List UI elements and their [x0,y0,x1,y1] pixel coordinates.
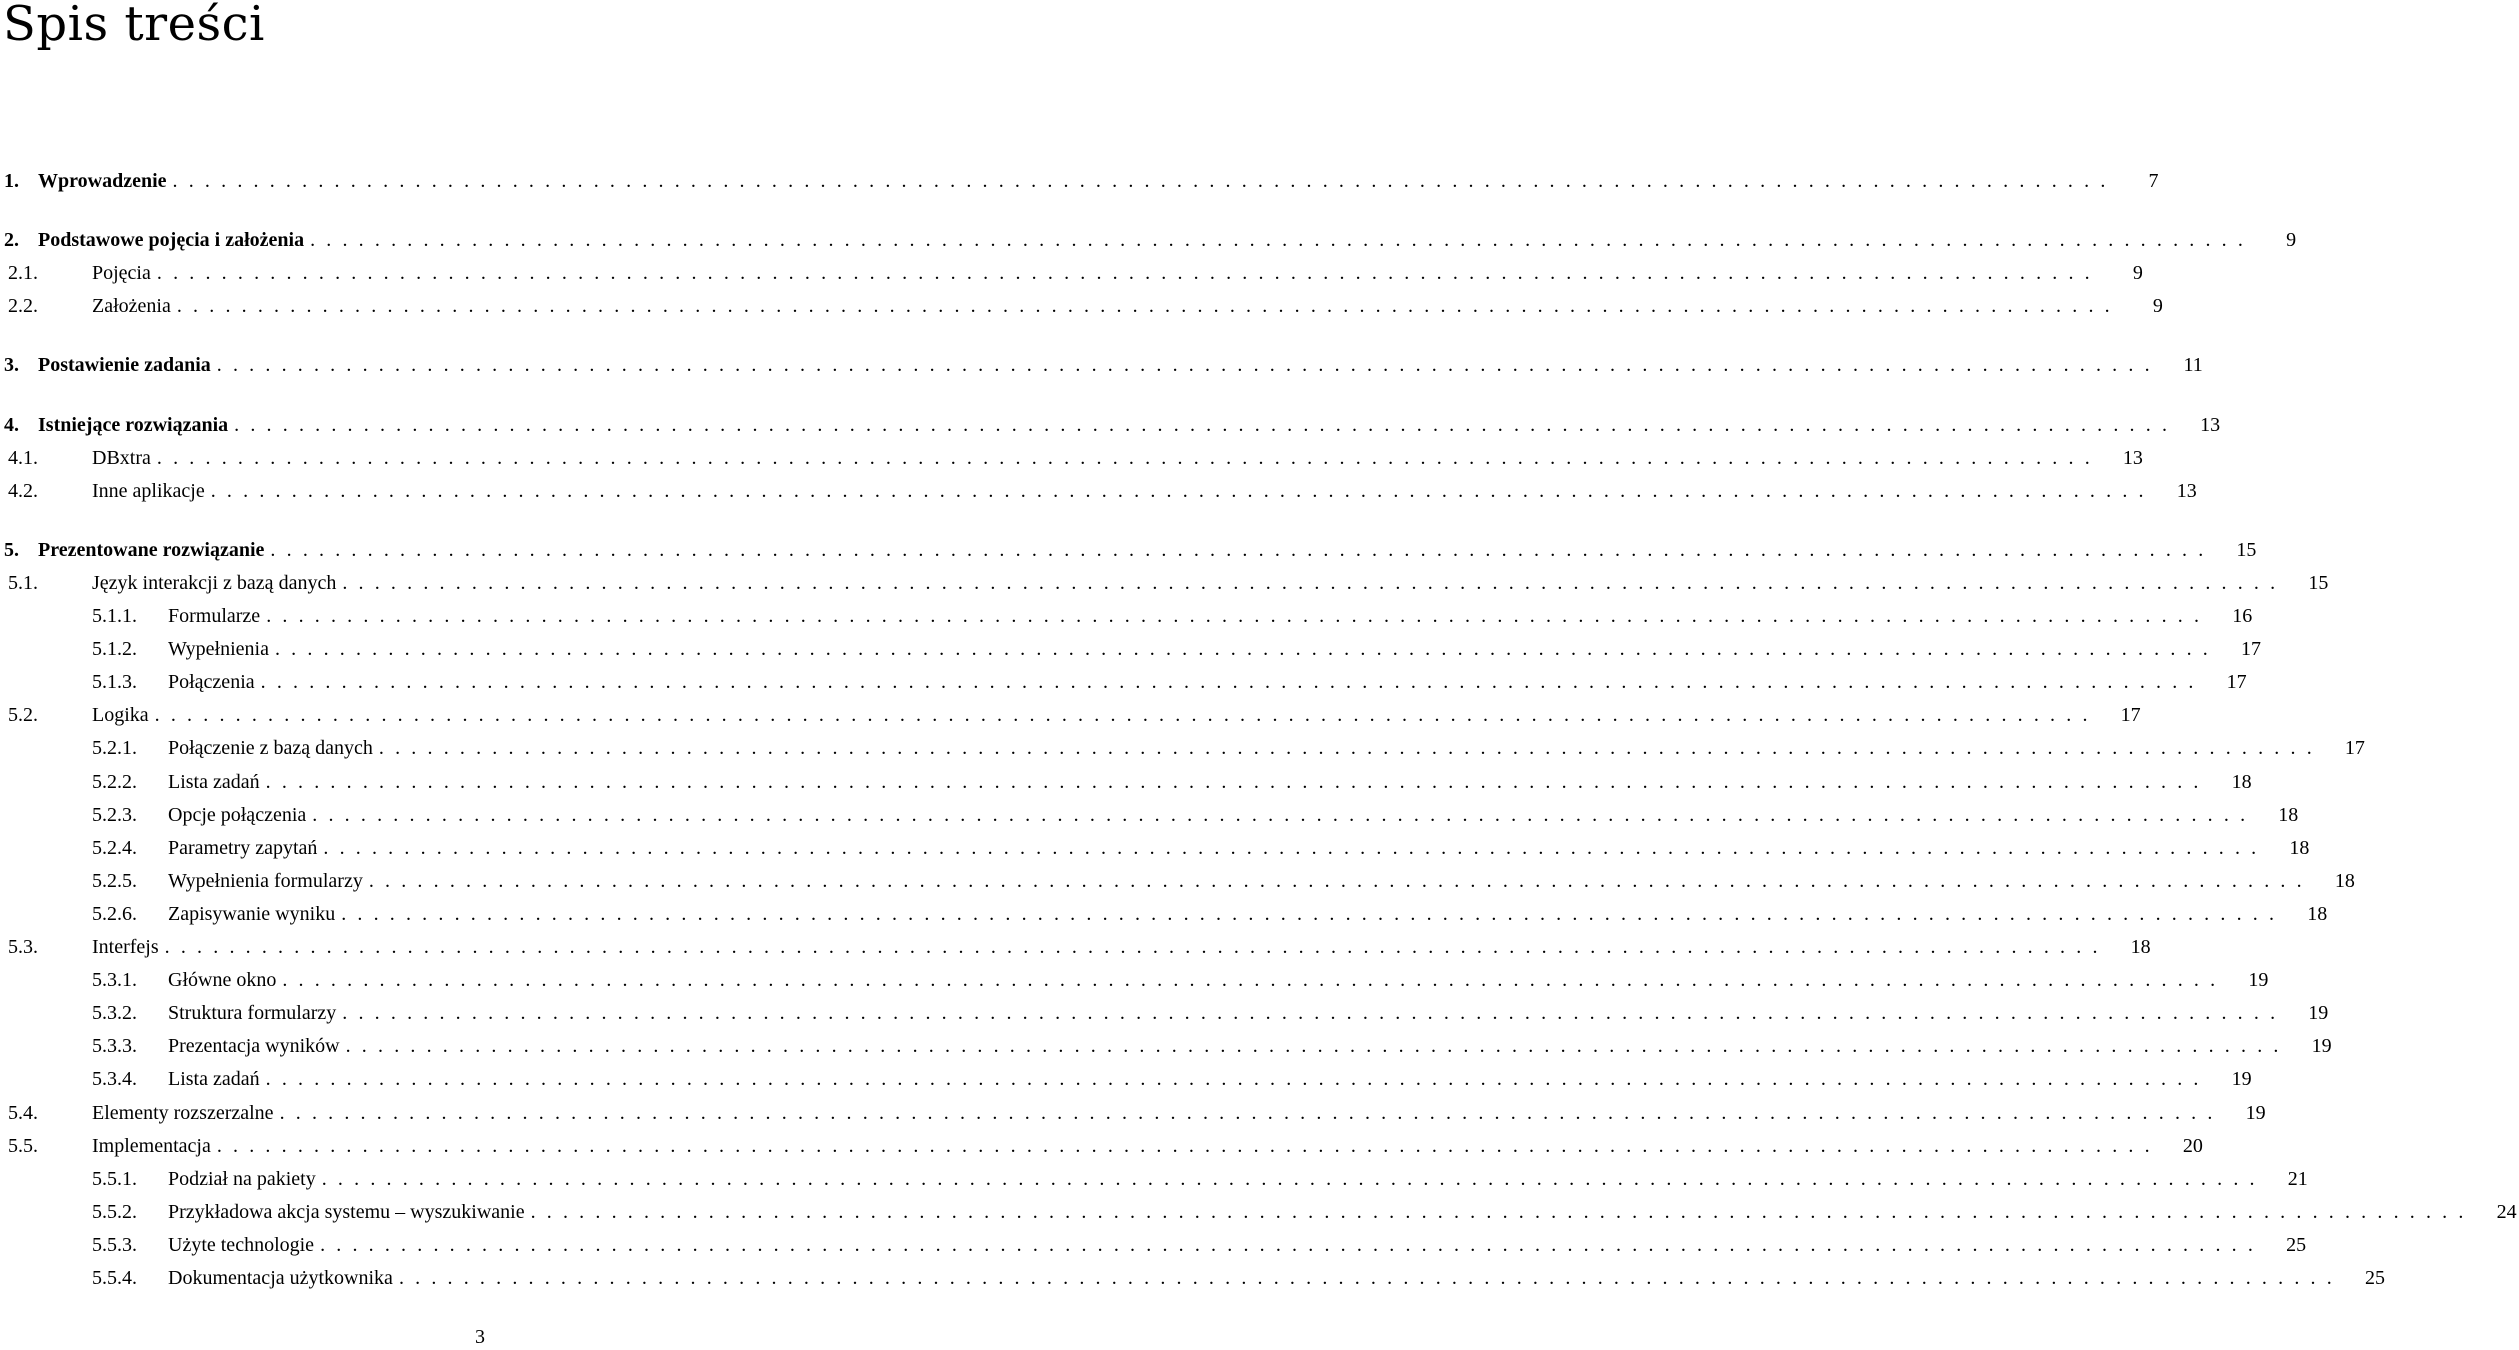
toc-leader-dots: ........................................................................................................................ [323,837,2268,859]
toc-entry-number: 5.5.3. [92,1234,137,1256]
toc-entry-label: Dokumentacja użytkownika [168,1267,393,1289]
toc-entry-number: 5.5.1. [92,1168,137,1190]
toc-entry-label: Użyte technologie [168,1234,315,1256]
toc-entry-page: 17 [2226,671,2247,693]
toc-leader-dots: ........................................................................................................................ [321,1168,2266,1190]
toc-entry-number: 5.1.2. [92,638,137,660]
toc-entry[interactable] [0,1161,2308,1191]
toc-leader-dots: ........................................................................................................................ [342,1002,2287,1024]
toc-entry-number: 5.2.4. [92,837,137,859]
toc-entry-page: 16 [2232,605,2253,627]
toc-entry-number: 5.1.3. [92,671,137,693]
toc-entry[interactable] [0,929,2151,959]
toc-entry-label: DBxtra [92,447,151,469]
toc-entry-label: Prezentacja wyników [168,1035,340,1057]
toc-entry-page: 18 [2334,870,2355,892]
toc-leader-dots: ........................................................................................................................ [345,1035,2290,1057]
toc-entry-label: Prezentowane rozwiązanie [38,539,265,561]
toc-leader-dots: ........................................................................................................................ [342,572,2287,594]
toc-leader-dots: ........................................................................................................................ [341,903,2286,925]
toc-entry-page: 19 [2308,1002,2329,1024]
toc-entry-label: Połączenia [168,671,255,693]
toc-entry[interactable] [0,730,2365,760]
toc-leader-dots: ........................................................................................................................ [378,737,2323,759]
toc-entry-number: 5.3.3. [92,1035,137,1057]
toc-entry-number: 5.5.4. [92,1267,137,1289]
toc-entry[interactable] [0,1095,2266,1125]
toc-leader-dots: ........................................................................................................................ [172,170,2117,192]
toc-entry-number: 5.3.2. [92,1002,137,1024]
toc-entry-number: 5.2.2. [92,771,137,793]
toc-entry-number: 5. [4,539,19,561]
toc-entry-label: Postawienie zadania [38,354,211,376]
toc-entry-label: Lista zadań [168,1068,260,1090]
toc-entry-label: Wypełnienia [168,638,269,660]
toc-entry-page: 17 [2344,737,2365,759]
toc-entry-page: 17 [2240,638,2261,660]
toc-leader-dots: ........................................................................................................................ [265,1068,2210,1090]
toc-leader-dots: ........................................................................................................................ [210,480,2155,502]
toc-entry-page: 18 [2289,837,2310,859]
toc-entry-page: 19 [2245,1102,2266,1124]
toc-entry[interactable] [0,255,2143,285]
toc-entry[interactable] [0,598,2253,628]
toc-entry-page: 18 [2231,771,2252,793]
toc-entry-number: 5.2.6. [92,903,137,925]
toc-entry[interactable] [0,896,2328,926]
toc-entry-page: 21 [2287,1168,2308,1190]
toc-entry-label: Formularze [168,605,261,627]
toc-entry[interactable] [0,288,2163,318]
toc-entry-page: 13 [2176,480,2197,502]
toc-entry[interactable] [0,473,2197,503]
toc-entry-label: Zapisywanie wyniku [168,903,336,925]
toc-entry[interactable] [0,962,2269,992]
toc-entry[interactable] [0,764,2252,794]
toc-entry-number: 5.4. [8,1102,38,1124]
toc-entry[interactable] [0,1061,2252,1091]
toc-entry-label: Elementy rozszerzalne [92,1102,274,1124]
toc-entry-label: Przykładowa akcja systemu – wyszukiwanie [168,1201,525,1223]
toc-leader-dots: ........................................................................................................................ [266,605,2211,627]
toc-leader-dots: ........................................................................................................................ [398,1267,2343,1289]
toc-leader-dots: ........................................................................................................................ [154,704,2099,726]
toc-entry-label: Język interakcji z bazą danych [92,572,337,594]
toc-entry-page: 11 [2183,354,2203,376]
toc-entry[interactable] [0,407,2221,437]
toc-entry[interactable] [0,631,2261,661]
toc-entry[interactable] [0,995,2329,1025]
toc-entry-number: 5.3.1. [92,969,137,991]
toc-entry[interactable] [0,1028,2332,1058]
toc-entry[interactable] [0,440,2143,470]
toc-entry-label: Struktura formularzy [168,1002,337,1024]
toc-entry-label: Podstawowe pojęcia i założenia [38,229,305,251]
toc-leader-dots: ........................................................................................................................ [368,870,2313,892]
toc-entry-number: 5.2.5. [92,870,137,892]
toc-entry-label: Główne okno [168,969,277,991]
toc-entry[interactable] [0,830,2310,860]
toc-entry[interactable] [0,1128,2203,1158]
toc-entry-number: 5.2. [8,704,38,726]
toc-entry-page: 19 [2231,1068,2252,1090]
toc-entry-page: 13 [2122,447,2143,469]
toc-entry-page: 24 [2496,1201,2517,1223]
toc-entry-number: 4. [4,414,19,436]
toc-entry-page: 20 [2182,1135,2203,1157]
toc-entry-label: Pojęcia [92,262,151,284]
toc-entry[interactable] [0,347,2203,377]
toc-entry-label: Wprowadzenie [38,170,167,192]
toc-leader-dots: ........................................................................................................................ [530,1201,2475,1223]
toc-entry-page: 9 [2286,229,2297,251]
toc-entry-page: 18 [2278,804,2299,826]
toc-entry-label: Opcje połączenia [168,804,307,826]
toc-entry-number: 5.2.3. [92,804,137,826]
toc-entry[interactable] [0,1260,2385,1290]
toc-leader-dots: ........................................................................................................................ [164,936,2109,958]
toc-entry-page: 7 [2148,170,2159,192]
toc-entry-label: Lista zadań [168,771,260,793]
toc-entry-number: 5.1.1. [92,605,137,627]
toc-entry[interactable] [0,697,2141,727]
toc-entry-label: Połączenie z bazą danych [168,737,373,759]
toc-entry-label: Logika [92,704,149,726]
toc-entry-label: Interfejs [92,936,159,958]
toc-leader-dots: ........................................................................................................................ [312,804,2257,826]
toc-entry-label: Podział na pakiety [168,1168,316,1190]
toc-entry-number: 5.3.4. [92,1068,137,1090]
toc-leader-dots: ........................................................................................................................ [274,638,2219,660]
toc-leader-dots: ........................................................................................................................ [310,229,2255,251]
toc-leader-dots: ........................................................................................................................ [320,1234,2265,1256]
toc-entry[interactable] [0,664,2247,694]
toc-entry[interactable] [0,222,2297,252]
toc-entry-page: 15 [2308,572,2329,594]
toc-leader-dots: ........................................................................................................................ [156,447,2101,469]
toc-entry-number: 5.3. [8,936,38,958]
toc-entry-number: 1. [4,170,19,192]
toc-entry-number: 5.2.1. [92,737,137,759]
toc-leader-dots: ........................................................................................................................ [265,771,2210,793]
toc-leader-dots: ........................................................................................................................ [156,262,2101,284]
toc-entry-label: Parametry zapytań [168,837,318,859]
toc-entry-number: 4.1. [8,447,38,469]
toc-entry-number: 2. [4,229,19,251]
toc-entry-page: 19 [2248,969,2269,991]
toc-entry-page: 19 [2311,1035,2332,1057]
toc-entry-number: 5.5.2. [92,1201,137,1223]
toc-entry-page: 9 [2152,295,2163,317]
toc-entry-page: 18 [2130,936,2151,958]
toc-leader-dots: ........................................................................................................................ [234,414,2179,436]
toc-leader-dots: ........................................................................................................................ [216,1135,2161,1157]
toc-entry-page: 25 [2286,1234,2307,1256]
toc-entry[interactable] [0,863,2355,893]
toc-entry[interactable] [0,1194,2517,1224]
toc-leader-dots: ........................................................................................................................ [279,1102,2224,1124]
toc-leader-dots: ........................................................................................................................ [216,354,2161,376]
toc-entry[interactable] [0,532,2257,562]
toc-leader-dots: ........................................................................................................................ [270,539,2215,561]
toc-entry[interactable] [0,797,2299,827]
toc-entry-label: Implementacja [92,1135,211,1157]
toc-leader-dots: ........................................................................................................................ [176,295,2121,317]
toc-entry-number: 5.1. [8,572,38,594]
toc-entry-label: Założenia [92,295,171,317]
toc-leader-dots: ........................................................................................................................ [260,671,2205,693]
toc-entry-label: Inne aplikacje [92,480,205,502]
toc-entry-number: 3. [4,354,19,376]
toc-entry[interactable] [0,565,2329,595]
page-number: 3 [475,1326,485,1348]
toc-entry-page: 15 [2236,539,2257,561]
toc-entry-number: 2.1. [8,262,38,284]
toc-entry-page: 17 [2120,704,2141,726]
toc-entry-page: 25 [2364,1267,2385,1289]
toc-entry-number: 4.2. [8,480,38,502]
toc-entry-number: 5.5. [8,1135,38,1157]
toc-entry[interactable] [0,1227,2307,1257]
toc-entry-label: Wypełnienia formularzy [168,870,363,892]
toc-entry[interactable] [0,163,2159,193]
toc-entry-page: 18 [2307,903,2328,925]
toc-entry-page: 13 [2200,414,2221,436]
toc-leader-dots: ........................................................................................................................ [282,969,2227,991]
page-title: Spis treści [3,0,265,52]
toc-entry-number: 2.2. [8,295,38,317]
toc-entry-page: 9 [2132,262,2143,284]
toc-entry-label: Istniejące rozwiązania [38,414,229,436]
